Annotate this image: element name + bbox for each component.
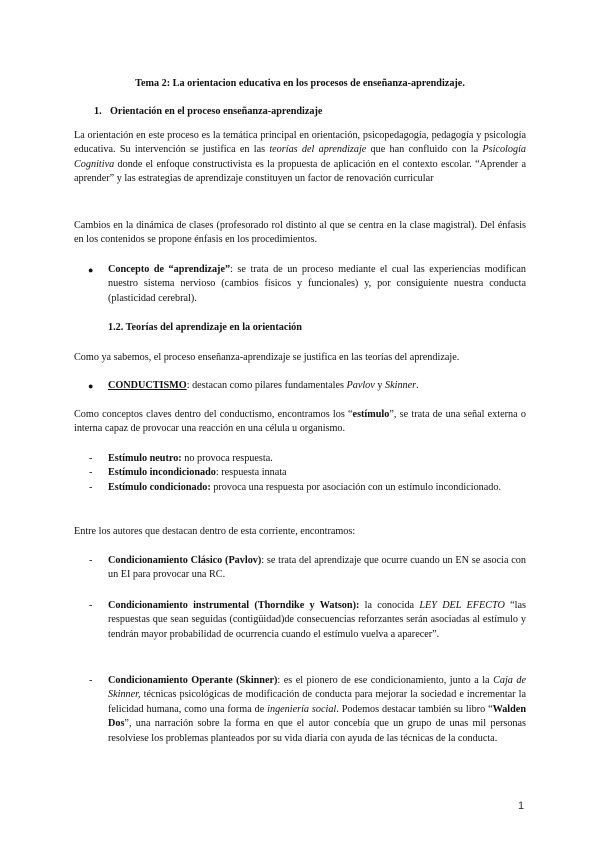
bold-run: Walden Dos <box>108 703 526 730</box>
list-item-instrumental-conditioning <box>89 599 526 642</box>
text-run: : destacan como pilares fundamentales <box>186 380 347 391</box>
italic-run: Psicología Cognitiva <box>74 144 526 170</box>
bold-underline-run: CONDUCTISMO <box>108 380 187 391</box>
text-run: : se trata de un proceso mediante el cual las experiencias modifican nuestro sistema nervioso (cambios físicos y funcionales) y, por consiguiente nuestra conducta (plasticidad cerebral). <box>108 264 526 304</box>
text-run: . Podemos destacar también su libro “ <box>336 703 493 715</box>
text-run: La orientación en este proceso es la temática principal en orientación, psicopedagogía, pedagogía y psicología educativa. Su intervención se justifica en las <box>74 130 526 156</box>
paragraph-orientation <box>74 129 526 187</box>
section-heading-1-2: 1.2. Teorías del aprendizaje en la orientación <box>108 322 302 333</box>
text-run: . <box>416 380 419 391</box>
dash-icon: - <box>89 555 93 566</box>
italic-run: ingeniería social <box>267 703 337 715</box>
bold-run: Estímulo neutro: <box>108 453 182 464</box>
bold-run: Condicionamiento Clásico (Pavlov) <box>108 555 262 566</box>
bold-run: Condicionamiento Operante (Skinner) <box>108 675 278 686</box>
bullet-icon: ● <box>88 265 94 275</box>
bullet-icon: ● <box>88 381 94 391</box>
text-run: ”, una narración sobre la forma en que el autor concebía que un grupo de unas mil personas resolviese los problemas planteados por su vida diaria con ayuda de las técnicas de la conducta. <box>108 718 526 744</box>
dash-icon: - <box>89 675 93 686</box>
paragraph-class-changes: Cambios en la dinámica de clases (profesorado rol distinto al que se centra en la clase magistral). Del énfasis en los contenidos se propone énfasis en los procedimientos. <box>74 220 526 246</box>
text-run: que han confluido con la <box>366 144 483 156</box>
italic-run: teorías del aprendizaje <box>269 144 367 156</box>
text-run: ”, se trata de una señal externa o interna capaz de provocar una reacción en una célula u organismo. <box>74 409 526 435</box>
text-run: : respuesta innata <box>215 467 287 478</box>
bullet-learning-concept <box>88 263 526 306</box>
list-item-classical-conditioning <box>89 554 526 583</box>
section-heading-text: Orientación en el proceso enseñanza-aprendizaje <box>110 106 323 117</box>
text-run: la conocida <box>359 600 420 611</box>
document-title: Tema 2: La orientacion educativa en los procesos de enseñanza-aprendizaje. <box>135 78 465 89</box>
bold-run: Concepto de “aprendizaje” <box>108 264 231 275</box>
text-run: : es el pionero de ese condicionamiento, junto a la <box>277 675 494 686</box>
text-run: donde el enfoque constructivista es la propuesta de aplicación en el contexto escolar. “Aprender a aprender” y las estrategias de aprendizaje constituyen un factor de renovación curricular <box>74 158 526 185</box>
text-run: no provoca respuesta. <box>181 453 273 464</box>
list-item-neutral-stimulus <box>89 452 526 466</box>
text-run: “las respuestas que sean seguidas (contigüidad)de consecuencias reforzantes serán asociadas al estímulo y tendrán mayor probabilidad de ocurrencia cuando el estímulo vuelva a aparecer”. <box>108 600 526 640</box>
section-heading-1 <box>94 106 322 117</box>
italic-run: Pavlov <box>346 380 375 391</box>
section-number: 1. <box>94 106 102 117</box>
text-run: y <box>374 380 385 391</box>
italic-run: LEY DEL EFECTO <box>419 600 505 611</box>
text-run: : se trata del aprendizaje que ocurre cuando un EN se asocia con un EI para provocar una RC. <box>108 555 526 581</box>
bold-run: Estímulo condicionado: <box>108 482 211 493</box>
dash-icon: - <box>89 600 93 611</box>
text-run: provoca una respuesta por asociación con un estímulo incondicionado. <box>210 482 502 493</box>
text-run: Como conceptos claves dentro del conductismo, encontramos los “ <box>74 409 353 420</box>
bold-run: estímulo <box>352 409 390 420</box>
bullet-conductismo <box>88 379 526 393</box>
dash-icon: - <box>89 467 93 478</box>
italic-run: Caja de Skinner, <box>108 675 526 701</box>
bold-run: Estímulo incondicionado <box>108 467 216 478</box>
page-number: 1 <box>518 800 525 812</box>
paragraph-stimulus <box>74 408 526 437</box>
text-run: técnicas psicológicas de modificación de conducta para mejorar la sociedad e incrementar la felicidad humana, como una forma de <box>108 689 526 715</box>
list-item-operant-conditioning <box>89 674 526 746</box>
paragraph-authors-intro: Entre los autores que destacan dentro de esta corriente, encontramos: <box>74 526 356 537</box>
bold-run: Condicionamiento instrumental (Thorndike y Watson): <box>108 600 360 611</box>
dash-icon: - <box>89 453 93 464</box>
italic-run: Skinner <box>385 380 417 391</box>
list-item-unconditioned-stimulus <box>89 466 526 480</box>
dash-icon: - <box>89 482 93 493</box>
paragraph-teaching-learning: Como ya sabemos, el proceso enseñanza-aprendizaje se justifica en las teorías del aprendizaje. <box>74 352 460 363</box>
list-item-conditioned-stimulus <box>89 481 526 495</box>
